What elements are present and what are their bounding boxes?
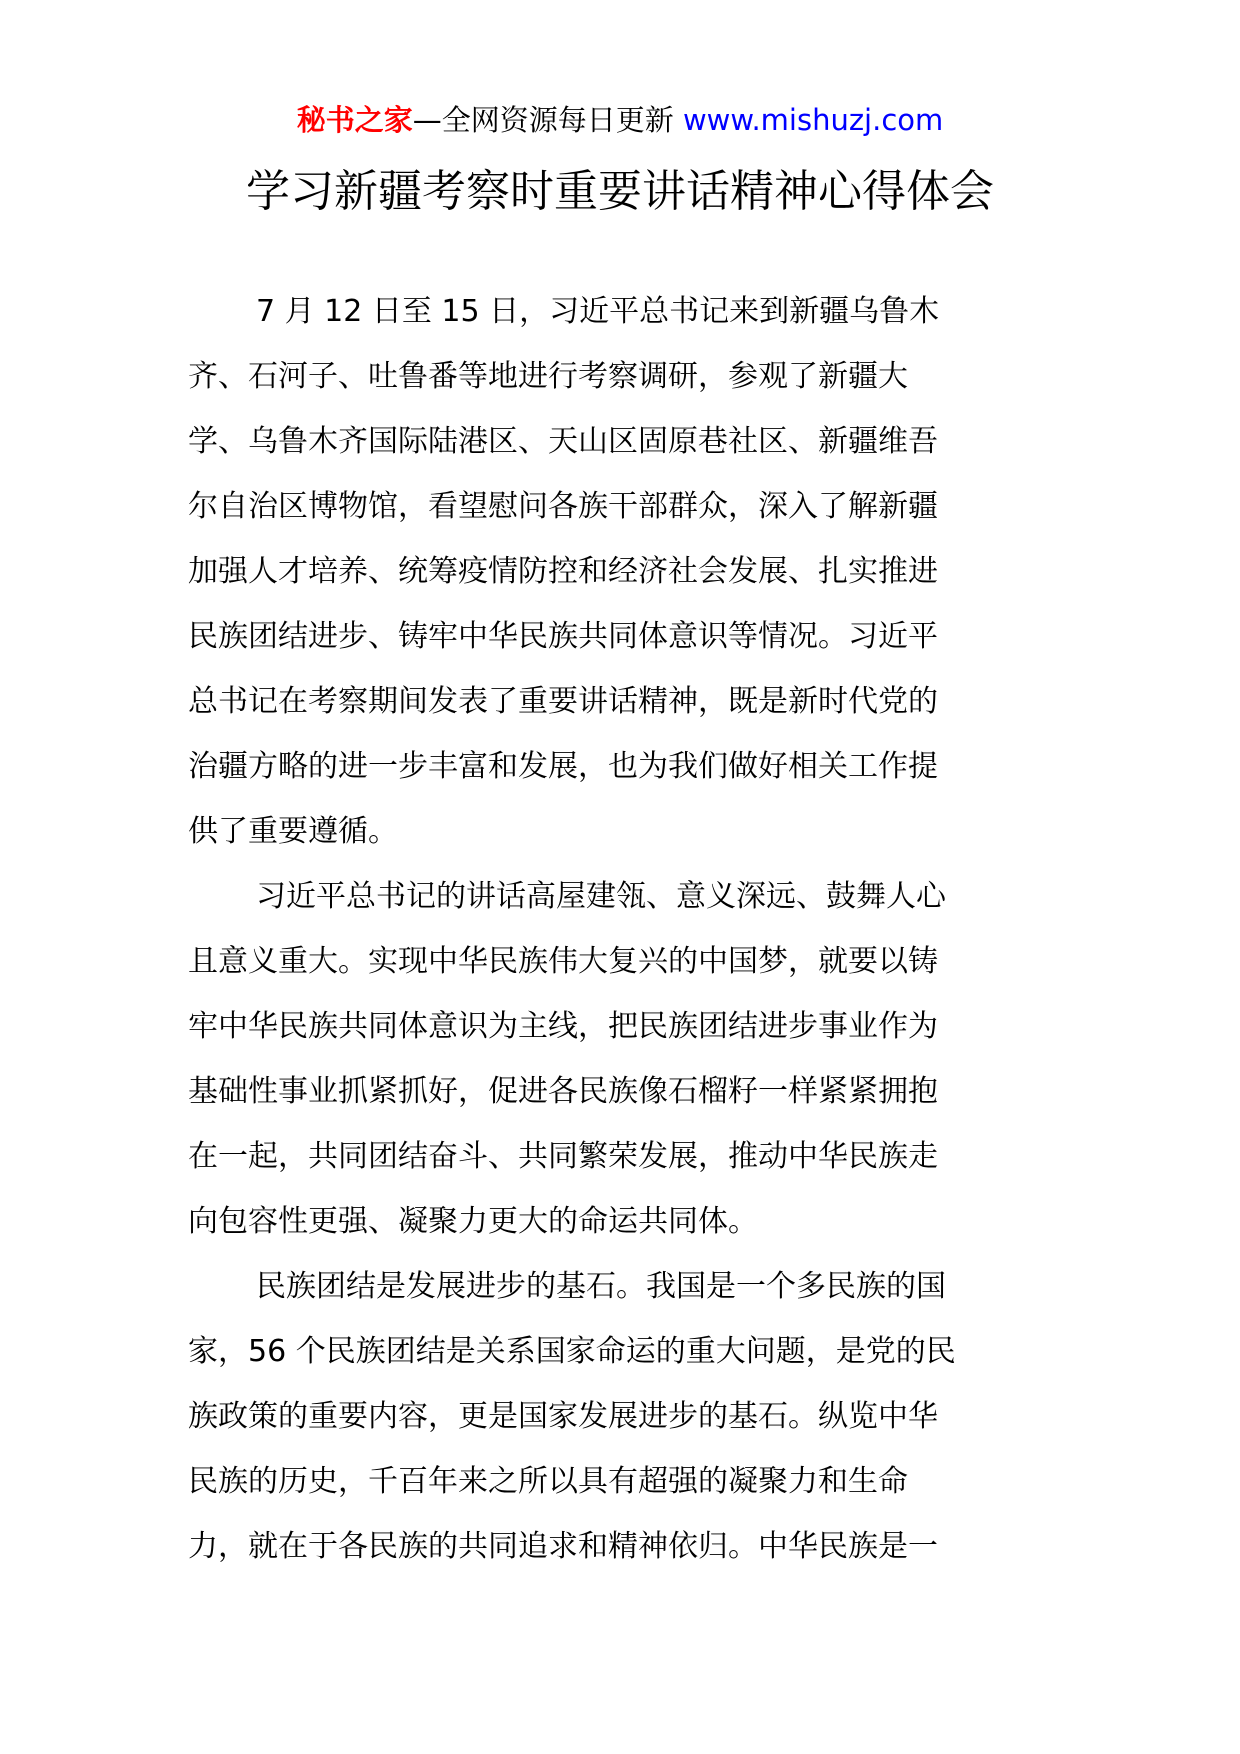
text-line: 家，56 个民族团结是关系国家命运的重大问题，是党的民 xyxy=(188,1334,956,1369)
text-line: 供了重要遵循。 xyxy=(188,814,398,849)
text-line: 向包容性更强、凝聚力更大的命运共同体。 xyxy=(188,1204,758,1239)
text-line: 且意义重大。实现中华民族伟大复兴的中国梦，就要以铸 xyxy=(188,944,938,979)
text-line: 加强人才培养、统筹疫情防控和经济社会发展、扎实推进 xyxy=(188,554,938,589)
site-header xyxy=(0,100,1240,140)
text-line: 民族团结是发展进步的基石。我国是一个多民族的国 xyxy=(256,1269,946,1304)
text-line: 治疆方略的进一步丰富和发展，也为我们做好相关工作提 xyxy=(188,749,938,784)
text-line: 力，就在于各民族的共同追求和精神依归。中华民族是一 xyxy=(188,1529,938,1564)
text-line: 民族的历史，千百年来之所以具有超强的凝聚力和生命 xyxy=(188,1464,908,1499)
text-line: 学、乌鲁木齐国际陆港区、天山区固原巷社区、新疆维吾 xyxy=(188,424,938,459)
text-line: 尔自治区博物馆，看望慰问各族干部群众，深入了解新疆 xyxy=(188,489,938,524)
text-line: 总书记在考察期间发表了重要讲话精神，既是新时代党的 xyxy=(188,684,938,719)
text-line: 7 月 12 日至 15 日，习近平总书记来到新疆乌鲁木 xyxy=(256,294,940,329)
text-line: 民族团结进步、铸牢中华民族共同体意识等情况。习近平 xyxy=(188,619,938,654)
brand-name: 秘书之家 xyxy=(296,103,413,137)
website-url[interactable]: www.mishuzj.com xyxy=(682,103,944,137)
document-title: 学习新疆考察时重要讲话精神心得体会 xyxy=(246,166,994,217)
text-line: 习近平总书记的讲话高屋建瓴、意义深远、鼓舞人心 xyxy=(256,879,946,914)
text-line: 齐、石河子、吐鲁番等地进行考察调研，参观了新疆大 xyxy=(188,359,908,394)
text-line: 基础性事业抓紧抓好，促进各民族像石榴籽一样紧紧拥抱 xyxy=(188,1074,938,1109)
text-line: 牢中华民族共同体意识为主线，把民族团结进步事业作为 xyxy=(188,1009,938,1044)
text-line: 族政策的重要内容，更是国家发展进步的基石。纵览中华 xyxy=(188,1399,938,1434)
header-tagline: —全网资源每日更新 xyxy=(412,103,683,137)
text-line: 在一起，共同团结奋斗、共同繁荣发展，推动中华民族走 xyxy=(188,1139,938,1174)
document-body xyxy=(188,292,1054,1592)
